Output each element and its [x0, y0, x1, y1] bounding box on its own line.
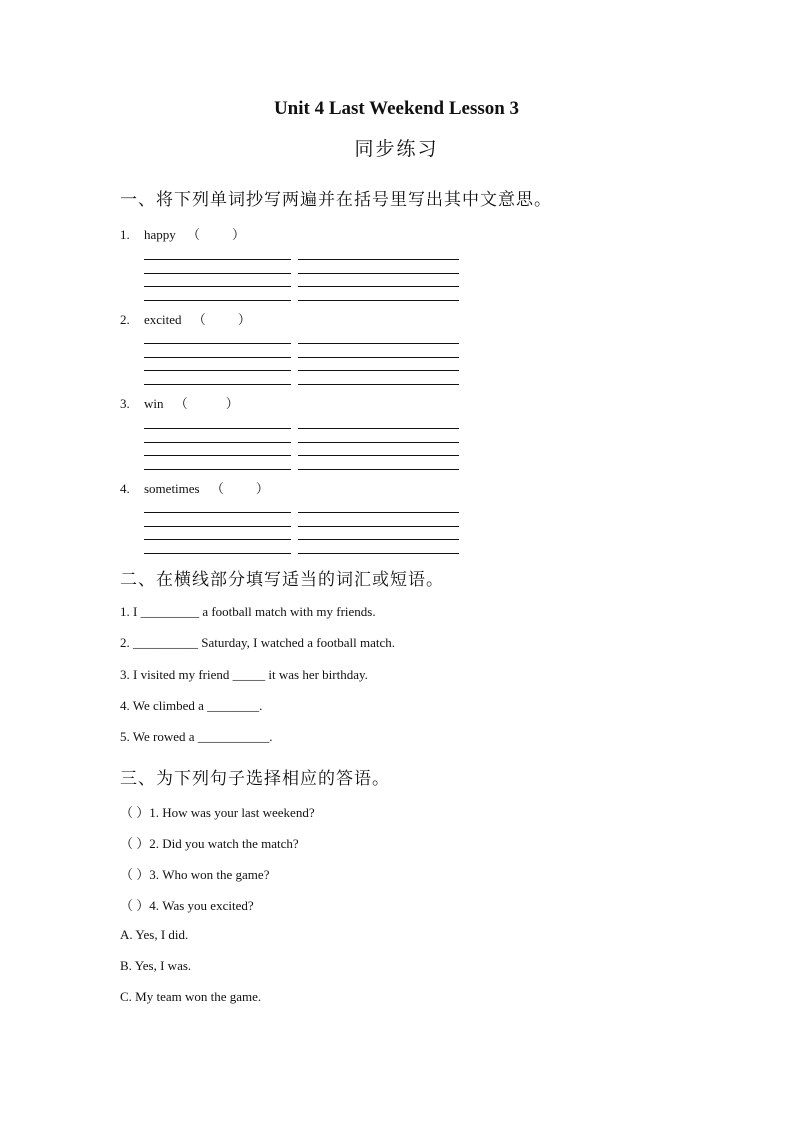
- copy-line: [298, 428, 459, 429]
- word-item-text: sometimes: [144, 481, 200, 496]
- question-1: （ ）1. How was your last weekend?: [120, 805, 315, 820]
- paren-open: （: [174, 396, 188, 411]
- paren-open: （: [210, 481, 224, 496]
- word-item-4: [120, 478, 269, 497]
- copy-line: [144, 553, 291, 554]
- fill-blank-2: 2. __________ Saturday, I watched a football match.: [120, 635, 395, 650]
- copy-line: [298, 526, 459, 527]
- word-item-number: 2.: [120, 312, 130, 327]
- paren-open: （: [187, 227, 201, 242]
- copy-line: [298, 357, 459, 358]
- question-4: （ ）4. Was you excited?: [120, 898, 254, 913]
- question-2: （ ）2. Did you watch the match?: [120, 836, 299, 851]
- word-item-number: 1.: [120, 227, 130, 242]
- copy-line: [144, 357, 291, 358]
- copy-line: [298, 539, 459, 540]
- copy-line: [298, 370, 459, 371]
- word-item-1: [120, 224, 245, 243]
- copy-line: [144, 442, 291, 443]
- page-title: Unit 4 Last Weekend Lesson 3: [273, 98, 520, 119]
- option-b: B. Yes, I was.: [120, 958, 192, 973]
- section-2-heading: 二、在横线部分填写适当的词汇或短语。: [120, 570, 444, 590]
- word-item-text: win: [144, 396, 164, 411]
- copy-line: [144, 526, 291, 527]
- copy-line: [144, 370, 291, 371]
- copy-line: [298, 343, 459, 344]
- paren-open: （: [192, 312, 206, 327]
- word-item-2: [120, 309, 251, 328]
- question-3: （ ）3. Who won the game?: [120, 867, 270, 882]
- copy-line: [298, 384, 459, 385]
- fill-blank-5: 5. We rowed a ___________.: [120, 729, 273, 744]
- copy-line: [144, 455, 291, 456]
- copy-line: [298, 553, 459, 554]
- word-item-number: 3.: [120, 396, 130, 411]
- section-1-heading: 一、将下列单词抄写两遍并在括号里写出其中文意思。: [120, 190, 552, 210]
- copy-line: [144, 286, 291, 287]
- copy-line: [144, 273, 291, 274]
- copy-line: [144, 428, 291, 429]
- copy-line: [298, 273, 459, 274]
- copy-line: [144, 259, 291, 260]
- option-c: C. My team won the game.: [120, 989, 262, 1004]
- copy-line: [298, 442, 459, 443]
- copy-line: [144, 539, 291, 540]
- word-item-text: happy: [144, 227, 176, 242]
- word-item-text: excited: [144, 312, 182, 327]
- copy-line: [144, 512, 291, 513]
- paren-close: ）: [225, 396, 239, 411]
- copy-line: [298, 286, 459, 287]
- fill-blank-1: 1. I _________ a football match with my friends.: [120, 604, 376, 619]
- paren-close: ）: [255, 481, 269, 496]
- copy-line: [144, 469, 291, 470]
- copy-line: [298, 512, 459, 513]
- section-3-heading: 三、为下列句子选择相应的答语。: [120, 769, 390, 789]
- copy-line: [144, 300, 291, 301]
- copy-line: [298, 469, 459, 470]
- copy-line: [298, 455, 459, 456]
- page-subtitle: 同步练习: [354, 138, 439, 160]
- fill-blank-4: 4. We climbed a ________.: [120, 698, 263, 713]
- option-a: A. Yes, I did.: [120, 927, 189, 942]
- fill-blank-3: 3. I visited my friend _____ it was her birthday.: [120, 667, 368, 682]
- copy-line: [298, 300, 459, 301]
- paren-close: ）: [237, 312, 251, 327]
- copy-line: [144, 384, 291, 385]
- copy-line: [298, 259, 459, 260]
- word-item-number: 4.: [120, 481, 130, 496]
- word-item-3: [120, 393, 239, 412]
- paren-close: ）: [232, 227, 246, 242]
- copy-line: [144, 343, 291, 344]
